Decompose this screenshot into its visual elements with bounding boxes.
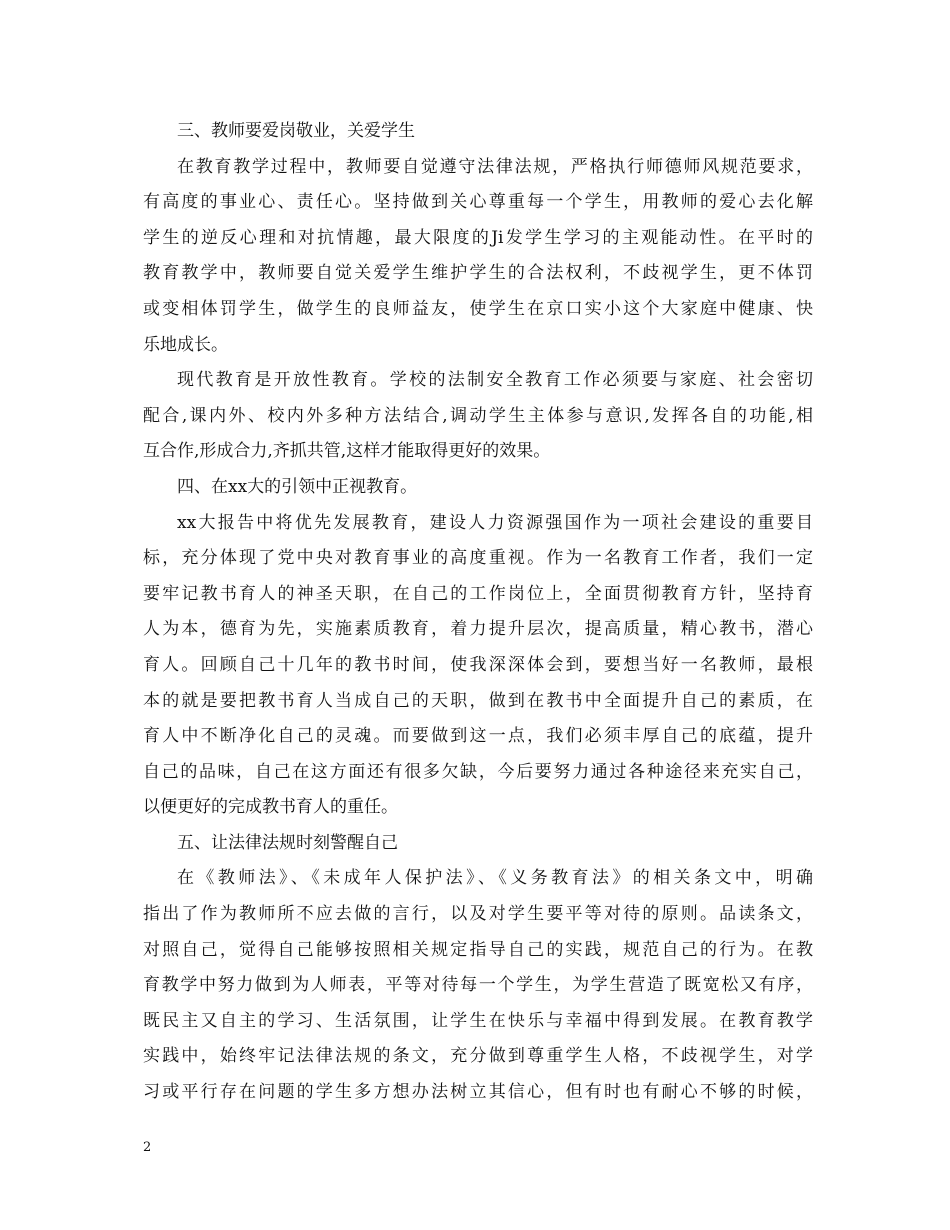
paragraph-line: 学生的逆反心理和对抗情趣，最大限度的Ji发学生学习的主观能动性。在平时的: [143, 227, 813, 248]
paragraph-line: 在《教师法》、《未成年人保护法》、《义务教育法》的相关条文中，明确: [177, 868, 813, 889]
paragraph-line: 育人。回顾自己十几年的教书时间，使我深深体会到，要想当好一名教师，最根: [143, 654, 813, 675]
paragraph-line: 或变相体罚学生，做学生的良师益友，使学生在京口实小这个大家庭中健康、快: [143, 298, 813, 319]
paragraph-line: 有高度的事业心、责任心。坚持做到关心尊重每一个学生，用教师的爱心去化解: [143, 192, 813, 213]
page-number: 2: [143, 1140, 152, 1155]
paragraph-line: 自己的品味，自己在这方面还有很多欠缺，今后要努力通过各种途径来充实自己，: [143, 761, 813, 782]
paragraph-line: 要牢记教书育人的神圣天职，在自己的工作岗位上，全面贯彻教育方针，坚持育: [143, 583, 813, 604]
paragraph-line: xx大报告中将优先发展教育，建设人力资源强国作为一项社会建设的重要目: [177, 512, 813, 533]
paragraph-line: 互合作,形成合力,齐抓共管,这样才能取得更好的效果。: [143, 441, 551, 462]
document-body: [143, 114, 813, 1111]
paragraph-line: 既民主又自主的学习、生活氛围，让学生在快乐与幸福中得到发展。在教育教学: [143, 1010, 813, 1031]
paragraph-line: 标，充分体现了党中央对教育事业的高度重视。作为一名教育工作者，我们一定: [143, 548, 813, 569]
paragraph-line: 实践中，始终牢记法律法规的条文，充分做到尊重学生人格，不歧视学生，对学: [143, 1046, 813, 1067]
paragraph-line: 乐地成长。: [143, 334, 228, 355]
paragraph-line: 习或平行存在问题的学生多方想办法树立其信心，但有时也有耐心不够的时候，: [143, 1082, 813, 1103]
paragraph-line: 配合,课内外、校内外多种方法结合,调动学生主体参与意识,发挥各自的功能,相: [143, 405, 813, 426]
paragraph-line: 对照自己，觉得自己能够按照相关规定指导自己的实践，规范自己的行为。在教: [143, 939, 813, 960]
section-heading-3: 三、教师要爱岗敬业，关爱学生: [177, 121, 415, 141]
paragraph-line: 以便更好的完成教书育人的重任。: [143, 797, 398, 818]
paragraph-line: 本的就是要把教书育人当成自己的天职，做到在教书中全面提升自己的素质，在: [143, 690, 813, 711]
paragraph-line: 现代教育是开放性教育。学校的法制安全教育工作必须要与家庭、社会密切: [177, 370, 813, 391]
section-heading-5: 五、让法律法规时刻警醒自己: [177, 832, 398, 853]
paragraph-line: 育人中不断净化自己的灵魂。而要做到这一点，我们必须丰厚自己的底蕴，提升: [143, 726, 813, 747]
paragraph-line: 人为本，德育为先，实施素质教育，着力提升层次，提高质量，精心教书，潜心: [143, 619, 813, 640]
section-heading-4: 四、在xx大的引领中正视教育。: [177, 476, 418, 497]
paragraph-line: 在教育教学过程中，教师要自觉遵守法律法规，严格执行师德师风规范要求，: [177, 156, 813, 177]
paragraph-line: 指出了作为教师所不应去做的言行，以及对学生要平等对待的原则。品读条文，: [143, 904, 813, 925]
paragraph-line: 教育教学中，教师要自觉关爱学生维护学生的合法权利，不歧视学生，更不体罚: [143, 263, 813, 284]
paragraph-line: 育教学中努力做到为人师表，平等对待每一个学生，为学生营造了既宽松又有序，: [143, 975, 813, 996]
